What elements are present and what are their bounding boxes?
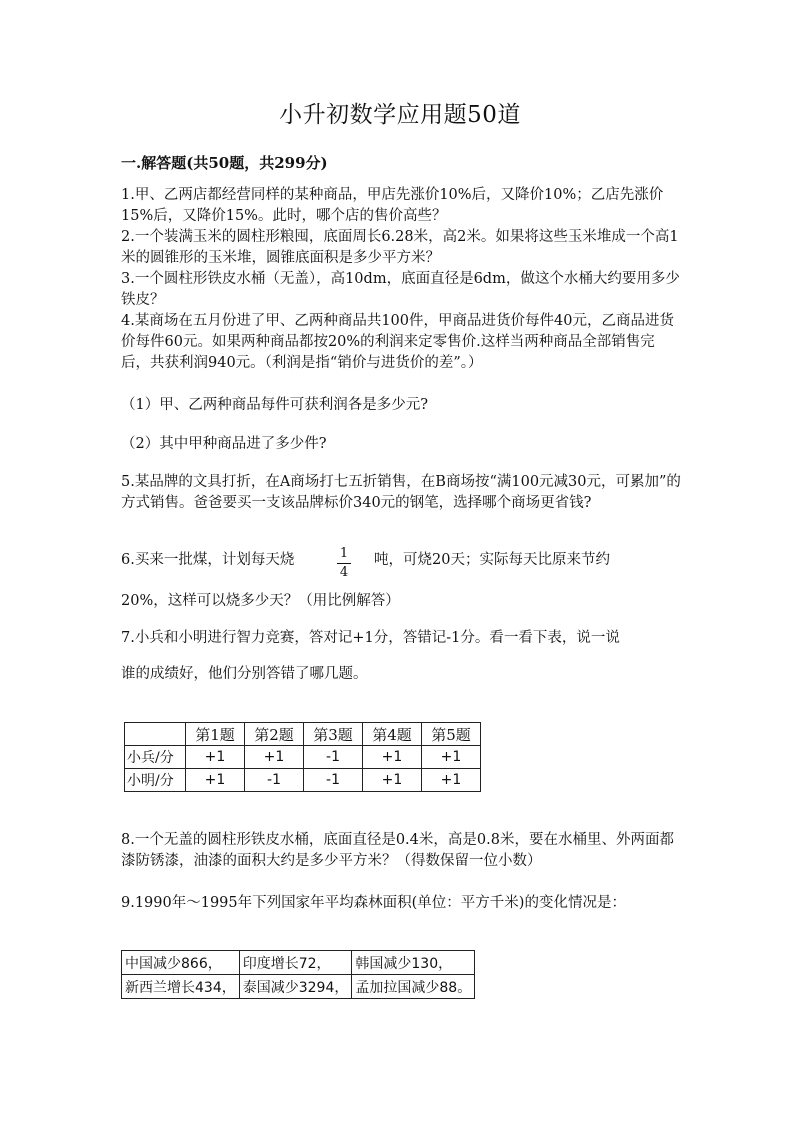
table-row bbox=[125, 746, 481, 769]
score-table-header: 第1题 bbox=[186, 723, 245, 746]
forest-cell: 泰国减少3294， bbox=[239, 975, 352, 999]
forest-cell: 韩国减少130， bbox=[352, 951, 475, 975]
question-4: 4.某商场在五月份进了甲、乙两种商品共100件，甲商品进货价每件40元，乙商品进货价每件60元。如果两种商品都按20%的利润来定零售价.这样当两种商品全部销售完后，共获利润940元。（利润是指“销价与进货价的差”。） bbox=[121, 313, 674, 371]
fraction-one-quarter bbox=[336, 546, 352, 581]
question-5: 5.某品牌的文具打折，在A商场打七五折销售，在B商场按“满100元减30元，可累加”的方式销售。爸爸要买一支该品牌标价340元的钢笔，选择哪个商场更省钱? bbox=[121, 474, 681, 511]
score-cell: +1 bbox=[186, 746, 245, 769]
score-cell: -1 bbox=[304, 769, 363, 792]
score-table-corner bbox=[125, 723, 186, 746]
question-6-part-2: 吨，可烧20天；实际每天比原来节约 bbox=[374, 552, 610, 568]
question-8: 8.一个无盖的圆柱形铁皮水桶，底面直径是0.4米，高是0.8米，要在水桶里、外两面都漆防锈漆，油漆的面积大约是多少平方米？（得数保留一位小数） bbox=[121, 832, 674, 869]
score-cell: +1 bbox=[422, 746, 481, 769]
question-1: 1.甲、乙两店都经营同样的某种商品，甲店先涨价10%后，又降价10%；乙店先涨价15%后，又降价15%。此时，哪个店的售价高些？ bbox=[121, 187, 664, 224]
question-7-line-1: 7.小兵和小明进行智力竞赛，答对记+1分，答错记-1分。看一看下表，说一说 bbox=[121, 630, 620, 646]
score-row-label: 小兵/分 bbox=[125, 746, 186, 769]
score-cell: +1 bbox=[186, 769, 245, 792]
score-table bbox=[124, 722, 481, 792]
table-row bbox=[122, 975, 475, 999]
fraction-numerator: 1 bbox=[339, 546, 349, 561]
score-table-header: 第3题 bbox=[304, 723, 363, 746]
question-4-sub-2: （2）其中甲种商品进了多少件? bbox=[121, 436, 327, 452]
score-table-header: 第4题 bbox=[363, 723, 422, 746]
score-table-header-row bbox=[125, 723, 481, 746]
forest-cell: 新西兰增长434， bbox=[122, 975, 240, 999]
score-row-label: 小明/分 bbox=[125, 769, 186, 792]
question-7-line-2: 谁的成绩好，他们分别答错了哪几题。 bbox=[121, 666, 368, 682]
score-cell: +1 bbox=[363, 746, 422, 769]
question-9: 9.1990年～1995年下列国家年平均森林面积(单位：平方千米)的变化情况是： bbox=[121, 895, 626, 911]
table-row bbox=[125, 769, 481, 792]
score-table-header: 第5题 bbox=[422, 723, 481, 746]
forest-cell: 印度增长72， bbox=[239, 951, 352, 975]
forest-cell: 孟加拉国减少88。 bbox=[352, 975, 475, 999]
section-heading: 一.解答题(共50题，共299分) bbox=[121, 154, 328, 172]
score-table-header: 第2题 bbox=[245, 723, 304, 746]
score-cell: -1 bbox=[304, 746, 363, 769]
question-6-part-3: 20%，这样可以烧多少天？（用比例解答） bbox=[121, 593, 400, 609]
fraction-bar bbox=[337, 563, 351, 564]
question-4-sub-1: （1）甲、乙两种商品每件可获利润各是多少元? bbox=[121, 397, 428, 413]
fraction-denominator: 4 bbox=[339, 565, 349, 580]
forest-area-table bbox=[121, 950, 475, 999]
question-2: 2.一个装满玉米的圆柱形粮囤，底面周长6.28米，高2米。如果将这些玉米堆成一个高1米的圆锥形的玉米堆，圆锥底面积是多少平方米？ bbox=[121, 229, 679, 266]
question-3: 3.一个圆柱形铁皮水桶（无盖），高10dm，底面直径是6dm，做这个水桶大约要用多少铁皮？ bbox=[121, 271, 680, 308]
score-cell: +1 bbox=[245, 746, 304, 769]
forest-cell: 中国减少866， bbox=[122, 951, 240, 975]
table-row bbox=[122, 951, 475, 975]
score-cell: -1 bbox=[245, 769, 304, 792]
score-cell: +1 bbox=[363, 769, 422, 792]
question-6-part-1: 6.买来一批煤，计划每天烧 bbox=[121, 552, 295, 568]
score-cell: +1 bbox=[422, 769, 481, 792]
page-title: 小升初数学应用题50道 bbox=[279, 102, 521, 128]
